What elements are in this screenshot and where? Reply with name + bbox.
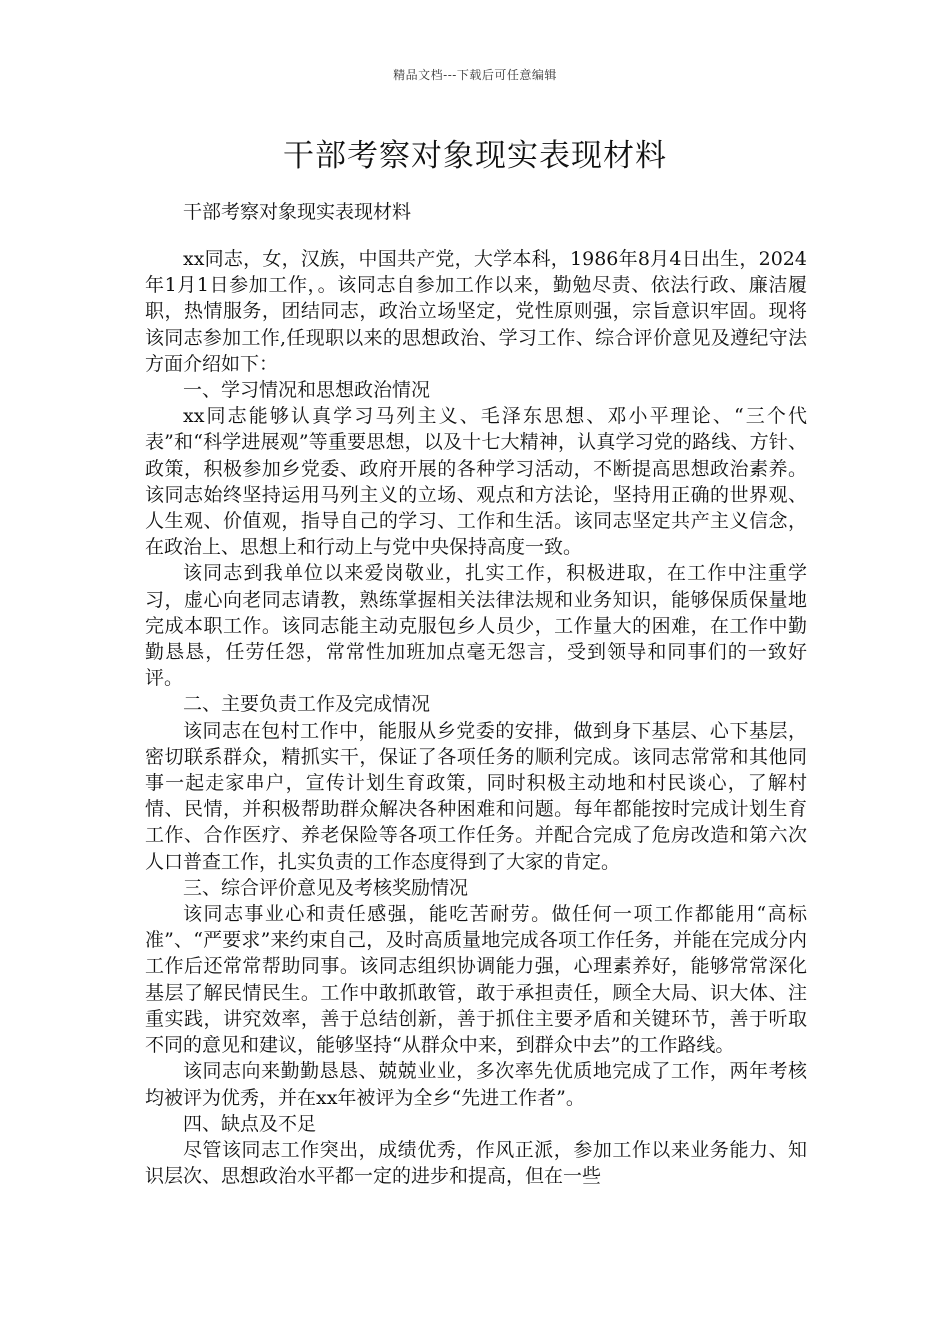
header-note: 精品文档---下载后可任意编辑 (393, 68, 557, 82)
paragraph-intro: xx同志，女，汉族，中国共产党，大学本科，1986年8月4日出生，2024年1月1日参加工作，。该同志自参加工作以来，勤勉尽责、依法行政、廉洁履职，热情服务，团结同志，政治立场坚定，党性原则强，宗旨意识牢固。现将该同志参加工作,任现职以来的思想政治、学习工作、综合评价意见及遵纪守法方面介绍如下： (145, 248, 807, 375)
document-subtitle: 干部考察对象现实表现材料 (183, 201, 412, 223)
section-heading-3: 三、综合评价意见及考核奖励情况 (183, 876, 469, 899)
section-heading-4: 四、缺点及不足 (183, 1112, 317, 1135)
paragraph-village-work: 该同志在包村工作中，能服从乡党委的安排，做到身下基层、心下基层，密切联系群众，精抓实干，保证了各项任务的顺利完成。该同志常常和其他同事一起走家串户，宣传计划生育政策，同时积极主动地和村民谈心，了解村情、民情，并积极帮助群众解决各种困难和问题。每年都能按时完成计划生育工作、合作医疗、养老保险等各项工作任务。并配合完成了危房改造和第六次人口普查工作，扎实负责的工作态度得到了大家的肯定。 (145, 719, 807, 873)
paragraph-shortcomings: 尽管该同志工作突出，成绩优秀，作风正派，参加工作以来业务能力、知识层次、思想政治水平都一定的进步和提高，但在一些 (145, 1138, 807, 1188)
document-body (145, 198, 807, 1189)
paragraph-awards: 该同志向来勤勤恳恳、兢兢业业，多次率先优质地完成了工作，两年考核均被评为优秀，并在xx年被评为全乡“先进工作者”。 (145, 1060, 807, 1109)
paragraph-evaluation: 该同志事业心和责任感强，能吃苦耐劳。做任何一项工作都能用“高标准”、“严要求”来约束自己，及时高质量地完成各项工作任务，并能在完成分内工作后还常常帮助同事。该同志组织协调能力强，心理素养好，能够常常深化基层了解民情民生。工作中敢抓敢管，敢于承担责任，顾全大局、识大体、注重实践，讲究效率，善于总结创新，善于抓住主要矛盾和关键环节，善于听取不同的意见和建议，能够坚持“从群众中来，到群众中去”的工作路线。 (145, 903, 807, 1057)
paragraph-study: xx同志能够认真学习马列主义、毛泽东思想、邓小平理论、“三个代表”和“科学进展观”等重要思想，以及十七大精神，认真学习党的路线、方针、政策，积极参加乡党委、政府开展的各种学习活动，不断提高思想政治素养。该同志始终坚持运用马列主义的立场、观点和方法论，坚持用正确的世界观、人生观、价值观，指导自己的学习、工作和生活。该同志坚定共产主义信念，在政治上、思想上和行动上与党中央保持高度一致。 (145, 405, 807, 559)
section-heading-1: 一、学习情况和思想政治情况 (183, 379, 431, 402)
paragraph-work-attitude: 该同志到我单位以来爱岗敬业，扎实工作，积极进取，在工作中注重学习，虚心向老同志请教，熟练掌握相关法律法规和业务知识，能够保质保量地完成本职工作。该同志能主动克服包乡人员少，工作量大的困难，在工作中勤勤恳恳，任劳任怨，常常性加班加点毫无怨言，受到领导和同事们的一致好评。 (145, 562, 807, 690)
section-heading-2: 二、主要负责工作及完成情况 (183, 693, 431, 716)
document-title: 干部考察对象现实表现材料 (283, 138, 667, 174)
